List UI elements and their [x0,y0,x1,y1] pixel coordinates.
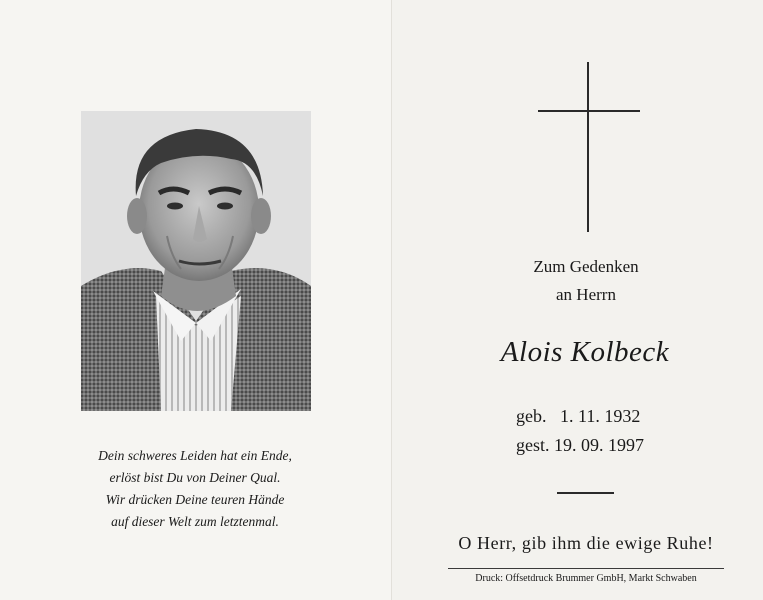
fold-line [391,0,392,600]
divider-line [557,492,614,494]
memorial-heading [486,253,686,309]
memorial-line-2: an Herrn [556,285,616,304]
birth-row [516,402,644,431]
verse [60,445,330,533]
verse-line: Wir drücken Deine teuren Hände [105,492,285,507]
death-row [516,431,644,460]
born-date: 1. 11. 1932 [560,406,641,426]
deceased-name: Alois Kolbeck [500,336,670,368]
died-date: 19. 09. 1997 [554,435,644,455]
died-label: gest. [516,435,550,455]
verse-line: erlöst bist Du von Deiner Qual. [109,470,281,485]
prayer-text: O Herr, gib ihm die ewige Ruhe! [458,533,714,553]
cross-icon [538,62,640,234]
printer-imprint: Druck: Offsetdruck Brummer GmbH, Markt Schwaben [475,573,697,584]
memorial-line-1: Zum Gedenken [533,257,639,276]
verse-line: auf dieser Welt zum letztenmal. [111,514,279,529]
verse-line: Dein schweres Leiden hat ein Ende, [98,448,292,463]
imprint-rule [448,568,724,569]
life-dates [516,402,644,460]
born-label: geb. [516,406,547,426]
portrait-photo [81,111,311,411]
